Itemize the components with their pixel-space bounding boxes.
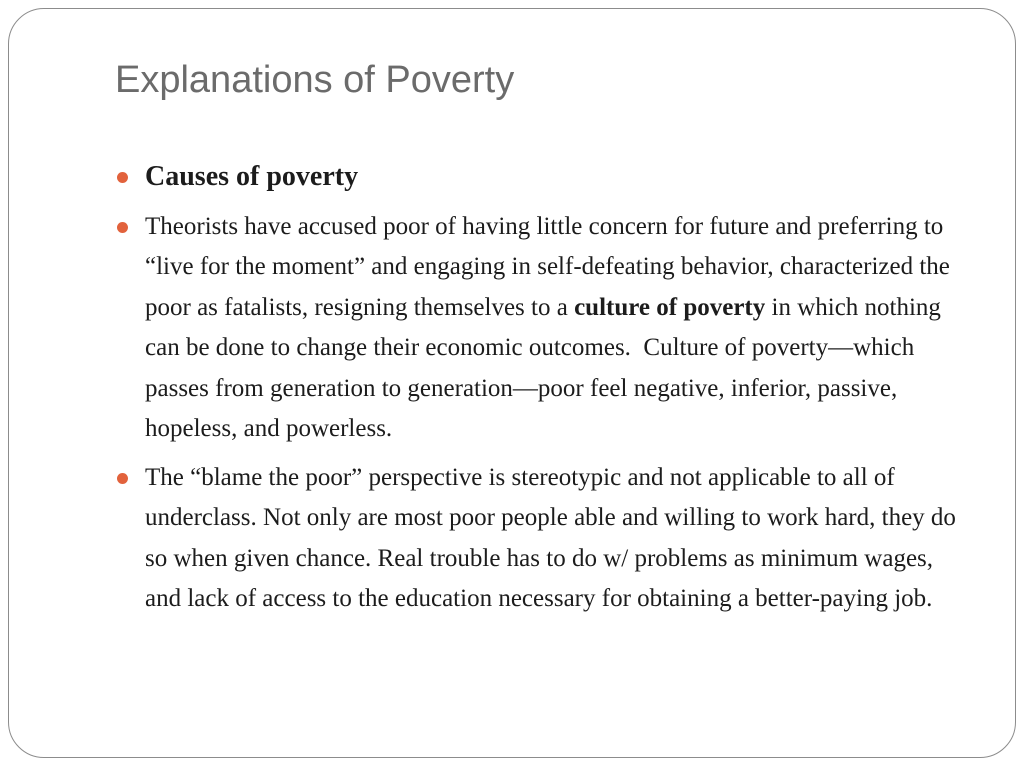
bullet-dot-icon [117,473,128,484]
bullet-emphasis: culture of poverty [574,293,766,321]
bullet-list [145,157,975,628]
slide-title: Explanations of Poverty [115,59,515,101]
bullet-heading: Causes of poverty [145,161,359,192]
bullet-text-part: Theorists have accused poor of having little concern for future and preferring to “live for the moment” and engaging in self-defeating behavior, characterized the poor as fatalists, resigning themselves to a [145,212,950,321]
slide [8,8,1016,758]
bullet-text-part: in which nothing can be done to change their economic outcomes. Culture of poverty—which passes from generation to generation—poor feel negative, inferior, passive, hopeless, and powerless. [145,293,941,442]
bullet-dot-icon [117,222,128,233]
bullet-dot-icon [117,172,128,183]
bullet-text: The “blame the poor” perspective is stereotypic and not applicable to all of underclass. Not only are most poor people able and willing to work hard, they do so when given chance. Real trouble has to do w/ problems as minimum wages, and lack of access to the education necessary for obtaining a better-paying job. [145,463,956,612]
bullet-item-blame-the-poor [145,458,975,620]
bullet-item-causes [145,157,975,199]
bullet-item-culture-of-poverty [145,207,975,450]
